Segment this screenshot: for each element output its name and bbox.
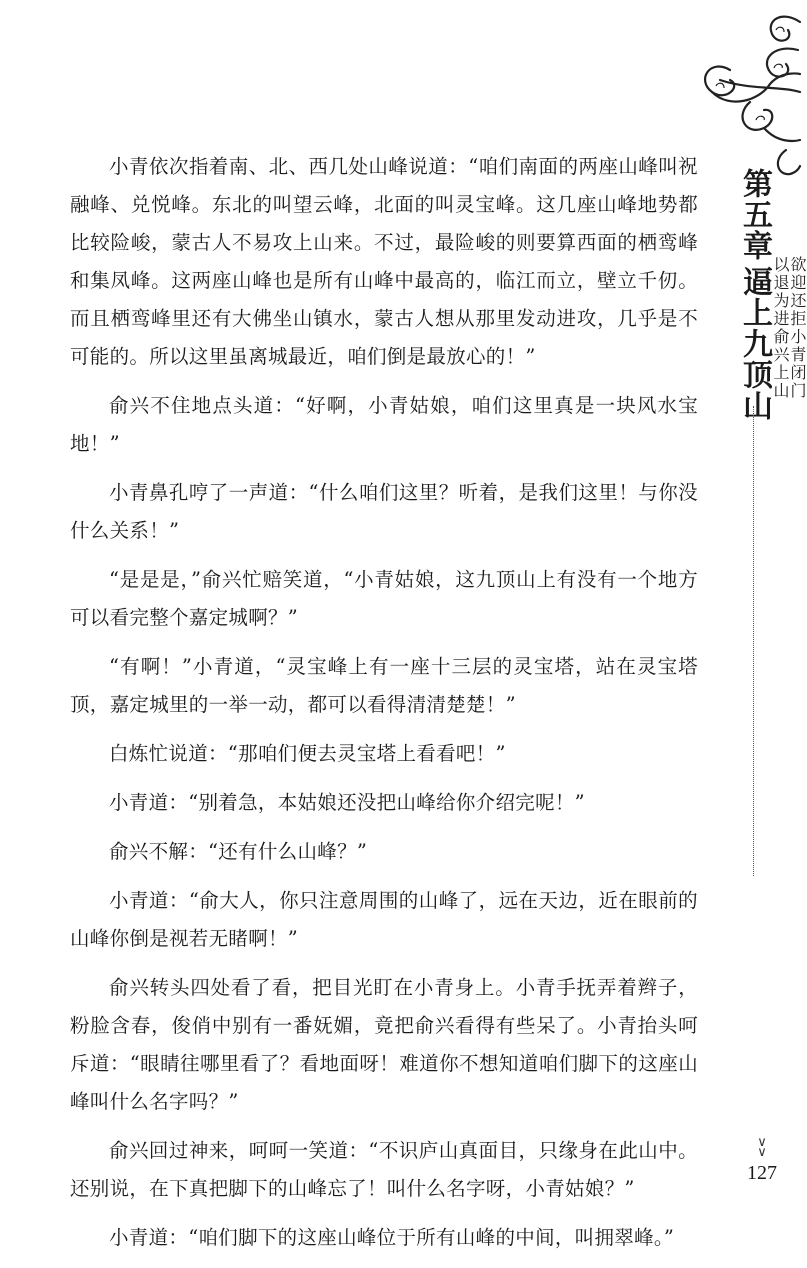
subtitle-line-1: 欲迎还拒小青闭门 (788, 256, 807, 400)
paragraph: 小青道：“咱们脚下的这座山峰位于所有山峰的中间，叫拥翠峰。” (109, 1226, 675, 1249)
subtitle-line-2: 以退为进俞兴上山 (771, 256, 790, 400)
chapter-subtitle (772, 256, 806, 400)
paragraph: 小青依次指着南、北、西几处山峰说道：“咱们南面的两座山峰叫祝融峰、兑悦峰。东北的叫望云峰，北面的叫灵宝峰。这几座山峰地势都比较险峻，蒙古人不易攻上山来。不过，最险峻的则要算西面的栖鸾峰和集凤峰。这两座山峰也是所有山峰中最高的，临江而立，壁立千仞。而且栖鸾峰里还有大佛坐山镇水，蒙古人想从那里发动进攻，几乎是不可能的。所以这里虽离城最近，咱们倒是最放心的！” (70, 155, 698, 368)
chapter-sidebar (728, 168, 807, 888)
dotted-divider (753, 406, 754, 876)
paragraph: 小青道：“俞大人，你只注意周围的山峰了，远在天边，近在眼前的山峰你倒是视若无睹啊！” (70, 889, 698, 950)
paragraph: 俞兴不住地点头道：“好啊，小青姑娘，咱们这里真是一块风水宝地！” (70, 394, 698, 455)
paragraph: 俞兴不解：“还有什么山峰？” (109, 840, 368, 863)
paragraph: 白炼忙说道：“那咱们便去灵宝塔上看看吧！” (109, 742, 506, 765)
page-number: 127 (747, 1162, 777, 1184)
page-footer (742, 1135, 782, 1185)
cloud-ornament-icon (690, 0, 800, 190)
paragraph: 俞兴回过神来，呵呵一笑道：“不识庐山真面目，只缘身在此山中。还别说，在下真把脚下的山峰忘了！叫什么名字呀，小青姑娘？” (70, 1139, 698, 1200)
main-text (70, 148, 698, 1268)
chapter-title: 逼上九顶山 (737, 266, 772, 421)
paragraph: “是是是，”俞兴忙赔笑道，“小青姑娘，这九顶山上有没有一个地方可以看完整个嘉定城啊？” (70, 568, 698, 629)
paragraph: 小青道：“别着急，本姑娘还没把山峰给你介绍完呢！” (109, 791, 585, 814)
paragraph: “有啊！”小青道，“灵宝峰上有一座十三层的灵宝塔，站在灵宝塔顶，嘉定城里的一举一动，都可以看得清清楚楚！” (70, 655, 698, 716)
paragraph: 俞兴转头四处看了看，把目光盯在小青身上。小青手抚弄着辫子，粉脸含春，俊俏中别有一番妩媚，竟把俞兴看得有些呆了。小青抬头呵斥道：“眼睛往哪里看了？看地面呀！难道你不想知道咱们脚下的这座山峰叫什么名字吗？” (70, 976, 698, 1113)
chapter-number: 第五章 (737, 168, 772, 261)
chevron-down-icon: ∨ ∨ (757, 1135, 767, 1160)
paragraph: 小青鼻孔哼了一声道：“什么咱们这里？听着，是我们这里！与你没什么关系！” (70, 481, 698, 542)
